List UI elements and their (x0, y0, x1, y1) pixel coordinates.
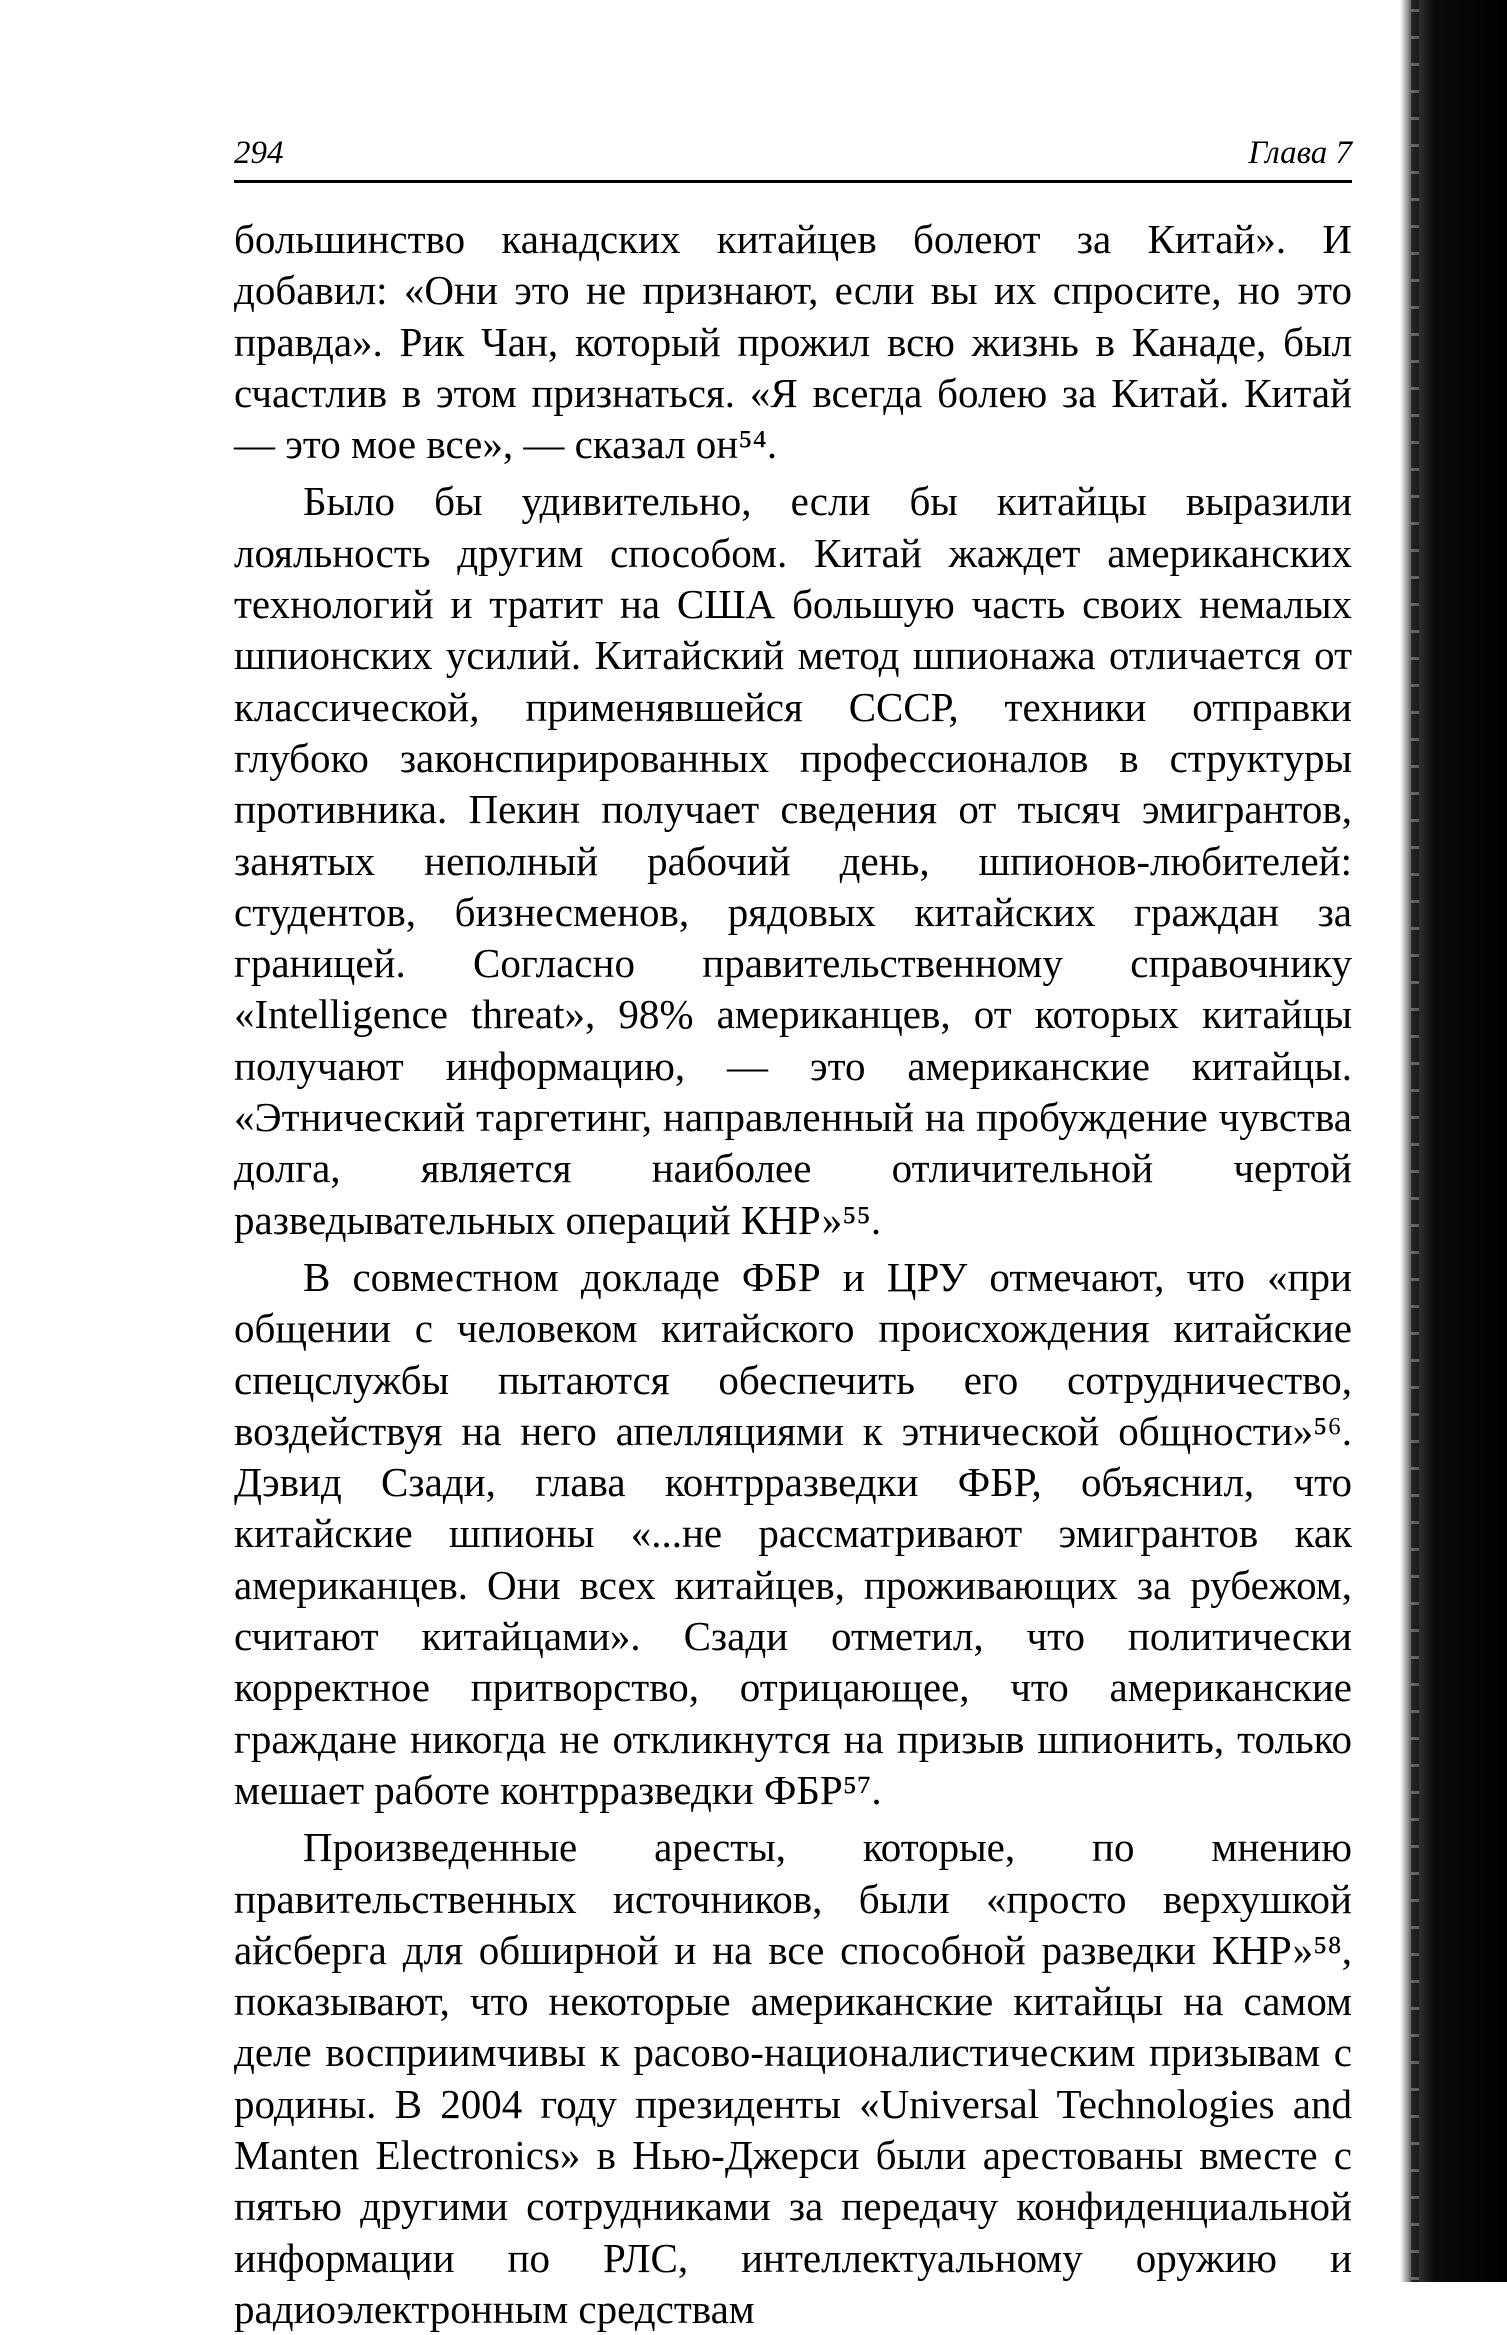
paragraph: Было бы удивительно, если бы китайцы выразили лояльность другим способом. Китай жаждет американских технологий и тратит на США большую часть своих немалых шпионских усилий. Китайский метод шпионажа отличается от классической, применявшейся СССР, техники отправки глубоко законспирированных профессионалов в структуры противника. Пекин получает сведения от тысяч эмигрантов, занятых неполный рабочий день, шпионов-любителей: студентов, бизнесменов, рядовых китайских граждан за границей. Согласно правительственному справочнику «Intelligence threat», 98% американцев, от которых китайцы получают информацию, — это американские китайцы. «Этнический таргетинг, направленный на пробуждение чувства долга, является наиболее отличительной чертой разведывательных операций КНР»⁵⁵. (234, 478, 1352, 1243)
page-header (234, 134, 1352, 183)
running-head: Глава 7 (1248, 135, 1352, 171)
paragraph: В совместном докладе ФБР и ЦРУ отмечают, что «при общении с человеком китайского происхождения китайские спецслужбы пытаются обеспечить его сотрудничество, воздействуя на него апелляциями к этнической общности»⁵⁶. Дэвид Сзади, глава контрразведки ФБР, объяснил, что китайские шпионы «...не рассматривают эмигрантов как американцев. Они всех китайцев, проживающих за рубежом, считают китайцами». Сзади отметил, что политически корректное притворство, отрицающее, что американские граждане никогда не откликнутся на призыв шпионить, только мешает работе контрразведки ФБР⁵⁷. (234, 1253, 1352, 1813)
paragraph-continued: большинство канадских китайцев болеют за Китай». И добавил: «Они это не признают, если вы их спросите, но это правда». Рик Чан, который прожил всю жизнь в Канаде, был счастлив в этом признаться. «Я всегда болею за Китай. Китай — это мое все», — сказал он⁵⁴. (234, 216, 1352, 468)
page-number: 294 (234, 135, 284, 171)
scan-artifact (1411, 0, 1419, 2282)
body-text (234, 214, 1352, 2335)
paragraph: Произведенные аресты, которые, по мнению правительственных источников, были «просто верхушкой айсберга для обширной и на все способной разведки КНР»⁵⁸, показывают, что некоторые американские китайцы на самом деле восприимчивы к расово-националистическим призывам с родины. В 2004 году президенты «Universal Technologies and Manten Electronics» в Нью-Джерси были арестованы вместе с пятью другими сотрудниками за передачу конфиденциальной информации по РЛС, интеллектуальному оружию и радиоэлектронным средствам (234, 1824, 1352, 2332)
